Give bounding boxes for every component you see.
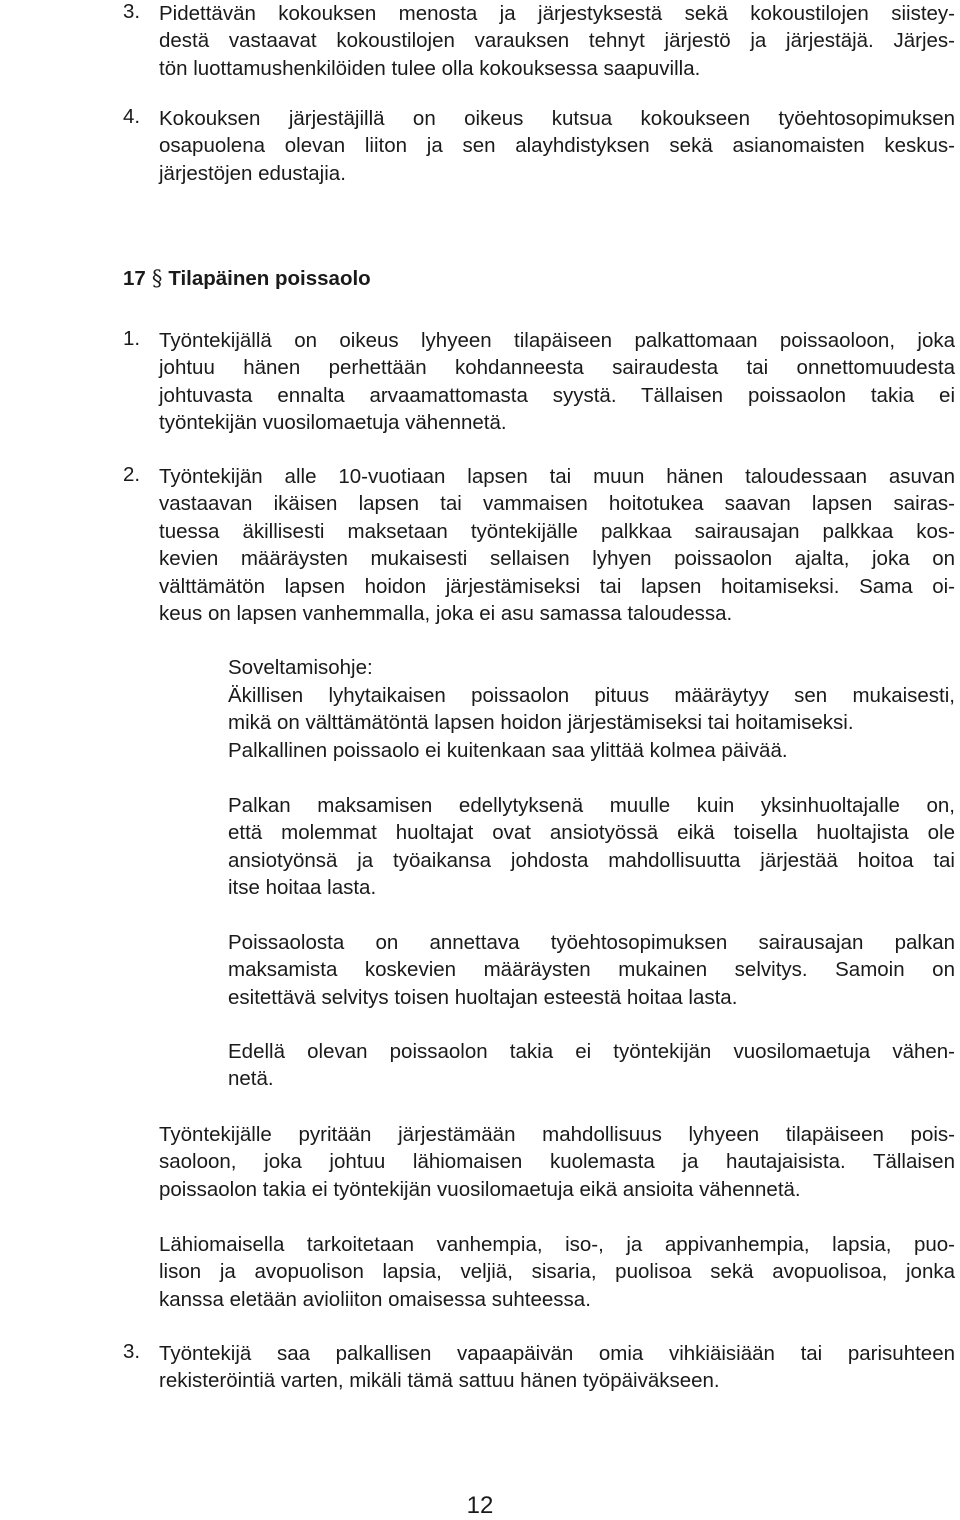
text-line: netä.: [228, 1067, 274, 1091]
paragraph-subsection-3: [159, 1340, 955, 1395]
guidance-label: Soveltamisohje:: [228, 656, 373, 679]
guidance-paragraph-3: [228, 929, 955, 1011]
text-line: Kokouksen järjestäjillä on oikeus kutsua kokoukseen työehtosopimuksen: [159, 107, 955, 130]
text-line: poissaolon takia ei työntekijän vuosilomaetuja eikä ansioita vähennetä.: [159, 1177, 801, 1201]
section-number: 17: [123, 267, 146, 290]
text-line: kevien määräysten mukaisesti sellaisen lyhyen poissaolon ajalta, joka on: [159, 547, 955, 571]
text-line: johtuu hänen perhettään kohdanneesta sairaudesta tai onnettomuudesta: [159, 356, 955, 380]
text-line: esitettävä selvitys toisen huoltajan esteestä hoitaa lasta.: [228, 985, 738, 1009]
text-line: rekisteröintiä varten, mikäli tämä sattuu hänen työpäiväkseen.: [159, 1369, 720, 1393]
text-line: Työntekijälle pyritään järjestämään mahdollisuus lyhyeen tilapäiseen pois-: [159, 1123, 955, 1146]
text-line: että molemmat huoltajat ovat ansiotyössä eikä toisella huoltajista ole: [228, 821, 955, 845]
text-line: Edellä olevan poissaolon takia ei työntekijän vuosilomaetuja vähen-: [228, 1040, 955, 1063]
text-line: lison ja avopuolison lapsia, veljiä, sisaria, puolisoa sekä avopuolisoa, jonka: [159, 1260, 955, 1284]
text-line: Äkillisen lyhytaikaisen poissaolon pituus määräytyy sen mukaisesti,: [228, 684, 955, 707]
section-title: Tilapäinen poissaolo: [168, 267, 371, 290]
text-line: maksamista koskevien määräysten mukainen selvitys. Samoin on: [228, 958, 955, 982]
text-line: mikä on välttämätöntä lapsen hoidon järjestämiseksi tai hoitamiseksi.: [228, 711, 854, 735]
item-number: 4.: [123, 105, 141, 128]
section-heading: [123, 266, 371, 291]
text-line: Palkan maksamisen edellytyksenä muulle kuin yksinhuoltajalle on,: [228, 794, 955, 817]
text-line: Lähiomaisella tarkoitetaan vanhempia, iso-, ja appivanhempia, lapsia, puo-: [159, 1233, 955, 1256]
page-number: 12: [466, 1492, 494, 1519]
text-line: keus on lapsen vanhemmalla, joka ei asu samassa taloudessa.: [159, 601, 733, 625]
paragraph-subsection-2: [159, 463, 955, 627]
text-line: Pidettävän kokouksen menosta ja järjestyksestä sekä kokoustilojen siistey-: [159, 2, 955, 25]
text-line: järjestöjen edustajia.: [159, 161, 346, 185]
text-line: vastaavan ikäisen lapsen tai vammaisen hoitotukea saavan lapsen sairas-: [159, 492, 955, 516]
paragraph-item-4: [159, 105, 955, 187]
paragraph-subsection-1: [159, 327, 955, 437]
text-line: Työntekijä saa palkallisen vapaapäivän omia vihkiäisiään tai parisuhteen: [159, 1342, 955, 1365]
guidance-paragraph-1: [228, 682, 955, 764]
paragraph-item-3: [159, 0, 955, 82]
guidance-paragraph-4: [228, 1038, 955, 1093]
paragraph-relatives-definition: [159, 1231, 955, 1313]
text-line: Työntekijällä on oikeus lyhyeen tilapäiseen palkattomaan poissaoloon, joka: [159, 329, 955, 352]
item-number: 3.: [123, 0, 141, 23]
paragraph-funeral-leave: [159, 1121, 955, 1203]
text-line: johtuvasta ennalta arvaamattomasta syystä. Tällaisen poissaolon takia ei: [159, 383, 955, 407]
section-symbol: §: [151, 266, 163, 290]
text-line: tuessa äkillisesti maksetaan työntekijälle palkkaa sairausajan palkkaa kos-: [159, 519, 955, 543]
guidance-label-block: [228, 654, 955, 681]
item-number: 1.: [123, 327, 141, 350]
text-line: tön luottamushenkilöiden tulee olla kokouksessa saapuvilla.: [159, 56, 701, 80]
text-line: työntekijän vuosilomaetuja vähennetä.: [159, 411, 507, 435]
text-line: destä vastaavat kokoustilojen varauksen tehnyt järjestö ja järjestäjä. Järjes-: [159, 29, 955, 53]
text-line: itse hoitaa lasta.: [228, 876, 377, 900]
text-line: osapuolena olevan liiton ja sen alayhdistyksen sekä asianomaisten keskus-: [159, 134, 955, 158]
text-line: kanssa eletään avioliiton omaisessa suhteessa.: [159, 1287, 591, 1311]
text-line: Palkallinen poissaolo ei kuitenkaan saa ylittää kolmea päivää.: [228, 738, 788, 762]
text-line: välttämätön lapsen hoidon järjestämiseksi tai lapsen hoitamiseksi. Sama oi-: [159, 574, 955, 598]
text-line: Työntekijän alle 10-vuotiaan lapsen tai muun hänen taloudessaan asuvan: [159, 465, 955, 488]
item-number: 2.: [123, 463, 141, 486]
text-line: Poissaolosta on annettava työehtosopimuksen sairausajan palkan: [228, 931, 955, 954]
item-number: 3.: [123, 1340, 141, 1363]
guidance-paragraph-2: [228, 792, 955, 902]
text-line: saoloon, joka johtuu lähiomaisen kuolemasta ja hautajaisista. Tällaisen: [159, 1150, 955, 1174]
text-line: ansiotyönsä ja työaikansa johdosta mahdollisuutta järjestää hoitoa tai: [228, 848, 955, 872]
